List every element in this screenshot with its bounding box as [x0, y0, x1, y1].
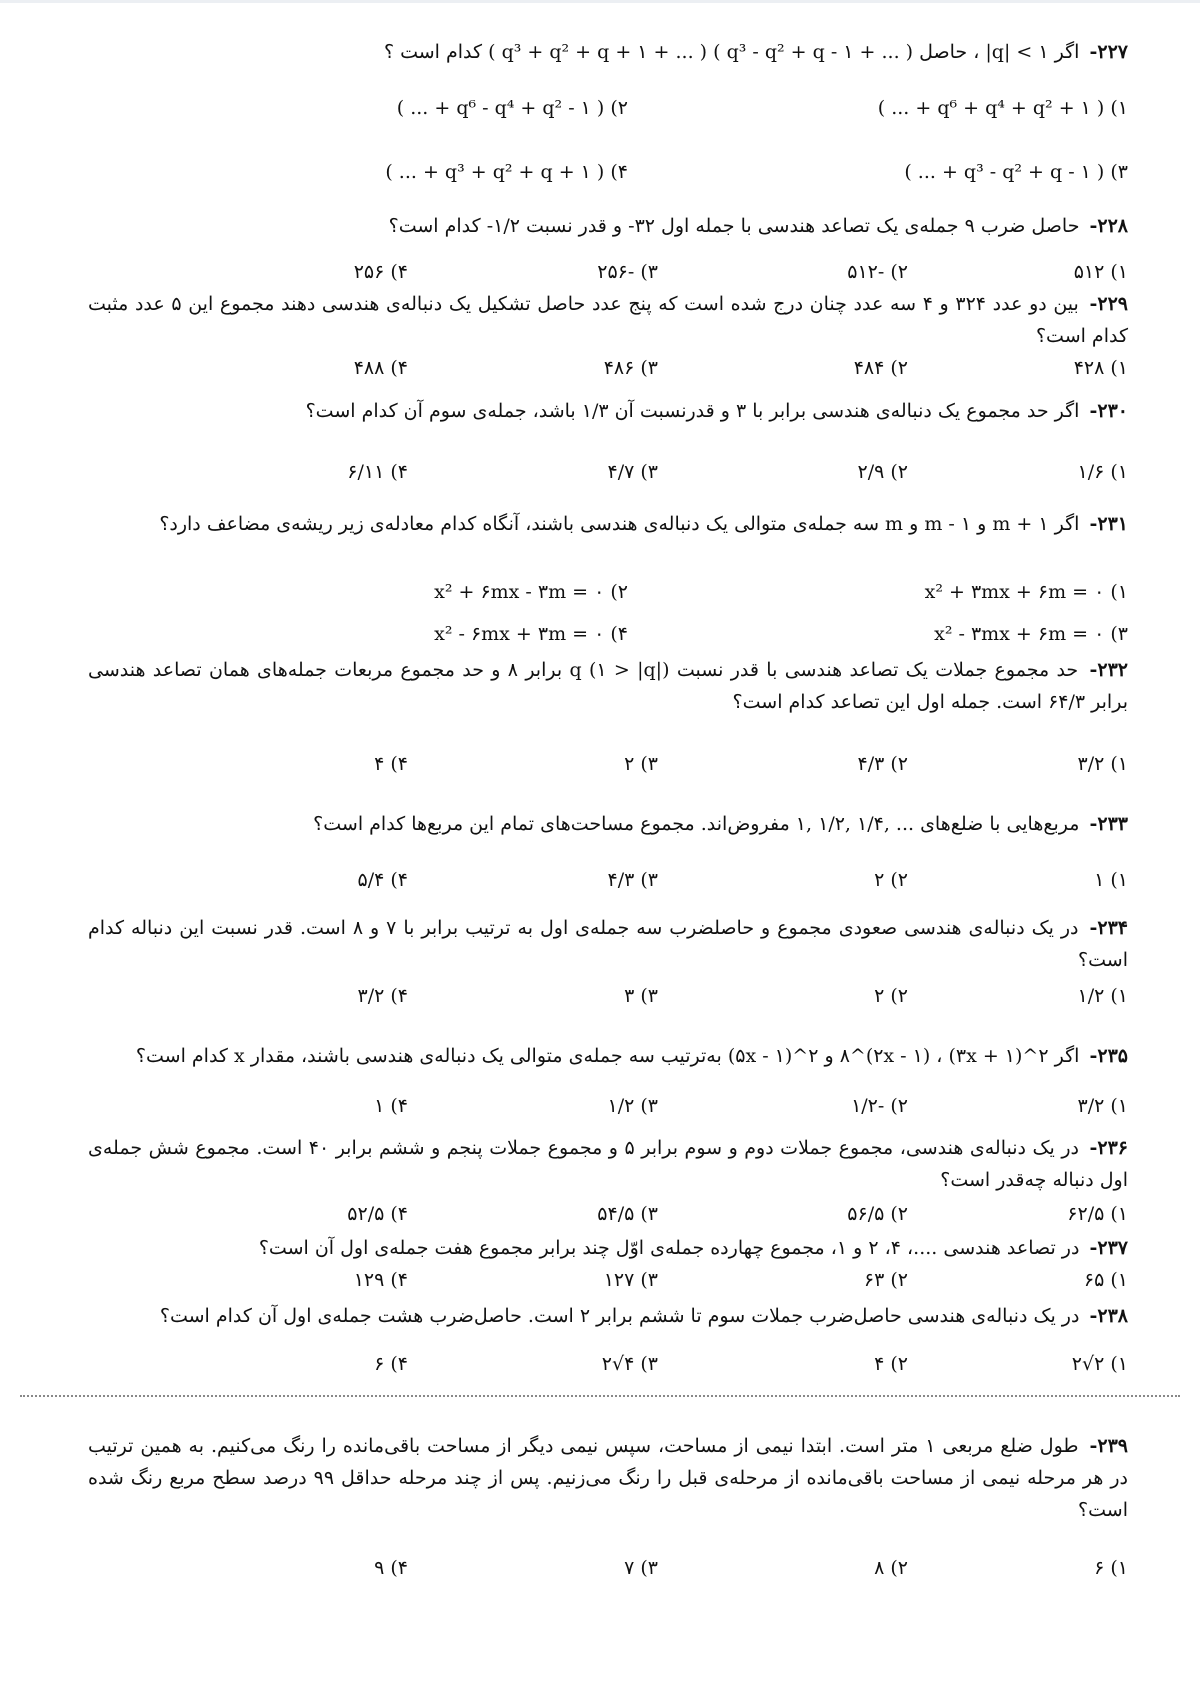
question-text: طول ضلع مربعی ۱ متر است. ابتدا نیمی از مساحت، سپس نیمی دیگر از مساحت باقی‌مانده را رنگ می‌کنیم. به همین ترتیب در هر مرحله نیمی از مساحت باقی‌مانده از مرحله‌ی قبل را رنگ می‌زنیم. پس از چند مرحله حداقل ۹۹ درصد سطح مربع رنگ شده است؟ [88, 1435, 1129, 1521]
options-237 [260, 1262, 1128, 1298]
question-229 [88, 288, 1128, 352]
question-239 [88, 1430, 1128, 1526]
option-3[interactable]: ۳) ۴/۳ [607, 869, 658, 891]
question-text: در یک دنباله‌ی هندسی، مجموع جملات دوم و سوم برابر ۵ و مجموع جملات پنجم و ششم برابر ۴۰ است. مجموع شش جمله‌ی اول دنباله چه‌قدر است؟ [88, 1137, 1128, 1191]
option-3[interactable]: ۳) ( ... + q³ - q² + q - ۱ ) [904, 161, 1128, 183]
option-1[interactable]: ۱) x² + ۳mx + ۶m = ۰ [924, 581, 1128, 603]
question-text: اگر ۲^(۳x + ۱) ، ۸^(۲x - ۱) و ۲^(۵x - ۱) به‌ترتیب سه جمله‌ی متوالی یک دنباله‌ی هندسی باشند، مقدار x کدام است؟ [135, 1045, 1080, 1067]
question-227 [88, 36, 1128, 68]
option-1[interactable]: ۱) ۶۵ [1083, 1269, 1128, 1291]
scan-edge [0, 0, 1200, 3]
option-3[interactable]: ۳) -۲۵۶ [597, 261, 658, 283]
option-4[interactable]: ۴) ۶ [374, 1353, 408, 1375]
question-236 [88, 1132, 1128, 1196]
question-number: ۲۳۱- [1089, 513, 1128, 535]
option-1[interactable]: ۱) ۲√۲ [1071, 1353, 1128, 1375]
options-227-b [260, 154, 1128, 190]
question-230 [88, 395, 1128, 427]
option-4[interactable]: ۴) ۱ [374, 1095, 408, 1117]
question-228 [88, 210, 1128, 242]
question-text: مربع‌هایی با ضلع‌های ... ,۱/۴ ,۱/۲ ,۱ مفروض‌اند. مجموع مساحت‌های تمام این مربع‌ها کدام است؟ [313, 813, 1080, 835]
question-number: ۲۲۹- [1089, 293, 1128, 315]
option-4[interactable]: ۴) ۹ [374, 1557, 408, 1579]
option-3[interactable]: ۳) x² - ۳mx + ۶m = ۰ [934, 623, 1128, 645]
option-4[interactable]: ۴) ۶/۱۱ [347, 461, 408, 483]
option-2[interactable]: ۲) ۴ [874, 1353, 908, 1375]
option-3[interactable]: ۳) ۲ [624, 753, 658, 775]
option-4[interactable]: ۴) ( ... + q³ + q² + q + ۱ ) [385, 161, 628, 183]
question-text: در تصاعد هندسی ....، ۴، ۲ و ۱، مجموع چهارده جمله‌ی اوّل چند برابر مجموع هفت جمله‌ی اول آن است؟ [258, 1237, 1080, 1259]
option-3[interactable]: ۳) ۱/۲ [607, 1095, 658, 1117]
question-text: بین دو عدد ۳۲۴ و ۴ سه عدد چنان درج شده است که پنج عدد حاصل تشکیل یک دنباله‌ی هندسی دهند مجموع این ۵ عدد مثبت کدام است؟ [88, 293, 1128, 347]
option-4[interactable]: ۴) ۳/۲ [357, 985, 408, 1007]
option-2[interactable]: ۲) ۸ [874, 1557, 908, 1579]
option-4[interactable]: ۴) ۵/۴ [357, 869, 408, 891]
options-231 [300, 574, 1128, 610]
question-number: ۲۳۳- [1089, 813, 1128, 835]
option-2[interactable]: ۲) ( ... + q⁶ - q⁴ + q² - ۱ ) [396, 97, 628, 119]
options-227 [260, 90, 1128, 126]
question-234 [88, 912, 1128, 976]
option-4[interactable]: ۴) x² - ۶mx + ۳m = ۰ [434, 623, 628, 645]
page-divider [20, 1395, 1180, 1397]
question-238 [88, 1300, 1128, 1332]
options-238 [260, 1346, 1128, 1382]
option-3[interactable]: ۳) ۳ [624, 985, 658, 1007]
option-1[interactable]: ۱) ۶۲/۵ [1067, 1203, 1128, 1225]
option-4[interactable]: ۴) ۱۲۹ [353, 1269, 408, 1291]
question-number: ۲۳۹- [1089, 1435, 1128, 1457]
question-237 [88, 1232, 1128, 1264]
options-232 [260, 746, 1128, 782]
option-2[interactable]: ۲) ۲/۹ [857, 461, 908, 483]
option-4[interactable]: ۴) ۴ [374, 753, 408, 775]
option-2[interactable]: ۲) ۲ [874, 985, 908, 1007]
question-number: ۲۲۸- [1089, 215, 1128, 237]
option-2[interactable]: ۲) ۴۸۴ [853, 357, 908, 379]
option-1[interactable]: ۱) ۱ [1094, 869, 1128, 891]
question-text: حاصل ضرب ۹ جمله‌ی یک تصاعد هندسی با جمله اول ۳۲- و قدر نسبت ۱/۲- کدام است؟ [388, 215, 1080, 237]
option-3[interactable]: ۳) ۴√۲ [601, 1353, 658, 1375]
option-2[interactable]: ۲) -۵۱۲ [847, 261, 908, 283]
question-number: ۲۳۶- [1089, 1137, 1129, 1159]
question-text: حد مجموع جملات یک تصاعد هندسی با قدر نسبت q (۱ > |q|) برابر ۸ و حد مجموع مربعات جمله‌های همان تصاعد هندسی برابر ۶۴/۳ است. جمله اول این تصاعد کدام است؟ [88, 659, 1128, 713]
option-2[interactable]: ۲) -۱/۲ [851, 1095, 908, 1117]
question-231 [88, 508, 1128, 540]
option-1[interactable]: ۱) ۵۱۲ [1073, 261, 1128, 283]
option-2[interactable]: ۲) ۵۶/۵ [847, 1203, 908, 1225]
question-number: ۲۳۷- [1089, 1237, 1128, 1259]
question-number: ۲۲۷- [1089, 41, 1128, 63]
option-2[interactable]: ۲) x² + ۶mx - ۳m = ۰ [434, 581, 628, 603]
options-228 [260, 254, 1128, 290]
option-3[interactable]: ۳) ۴۸۶ [603, 357, 658, 379]
question-number: ۲۳۴- [1089, 917, 1128, 939]
option-4[interactable]: ۴) ۲۵۶ [353, 261, 408, 283]
option-1[interactable]: ۱) ۶ [1094, 1557, 1128, 1579]
options-239 [260, 1550, 1128, 1586]
question-232 [88, 654, 1128, 718]
options-236 [260, 1196, 1128, 1232]
option-3[interactable]: ۳) ۱۲۷ [603, 1269, 658, 1291]
option-3[interactable]: ۳) ۴/۷ [607, 461, 658, 483]
options-231-b [300, 616, 1128, 652]
option-3[interactable]: ۳) ۵۴/۵ [597, 1203, 658, 1225]
question-text: اگر ۱ > |q| ، حاصل ( ... + q³ - q² + q - ۱ ) ( ... + q³ + q² + q + ۱ ) کدام است ؟ [383, 41, 1080, 63]
question-number: ۲۳۲- [1089, 659, 1129, 681]
option-2[interactable]: ۲) ۲ [874, 869, 908, 891]
options-234 [260, 978, 1128, 1014]
question-text: اگر m + ۱ و m - ۱ و m سه جمله‌ی متوالی یک دنباله‌ی هندسی باشند، آنگاه کدام معادله‌ی زیر ریشه‌ی مضاعف دارد؟ [159, 513, 1080, 535]
question-235 [88, 1040, 1128, 1072]
option-3[interactable]: ۳) ۷ [624, 1557, 658, 1579]
option-4[interactable]: ۴) ۵۲/۵ [347, 1203, 408, 1225]
option-1[interactable]: ۱) ۱/۲ [1077, 985, 1128, 1007]
options-235 [260, 1088, 1128, 1124]
option-1[interactable]: ۱) ۳/۲ [1077, 753, 1128, 775]
question-text: در یک دنباله‌ی هندسی صعودی مجموع و حاصلضرب سه جمله‌ی اول به ترتیب برابر با ۷ و ۸ است. قدر نسبت این دنباله کدام است؟ [88, 917, 1128, 971]
option-2[interactable]: ۲) ۴/۳ [857, 753, 908, 775]
option-2[interactable]: ۲) ۶۳ [863, 1269, 908, 1291]
option-1[interactable]: ۱) ( ... + q⁶ + q⁴ + q² + ۱ ) [877, 97, 1128, 119]
question-text: در یک دنباله‌ی هندسی حاصل‌ضرب جملات سوم تا ششم برابر ۲ است. حاصل‌ضرب هشت جمله‌ی اول آن کدام است؟ [159, 1305, 1080, 1327]
question-number: ۲۳۸- [1089, 1305, 1128, 1327]
options-229 [260, 350, 1128, 386]
question-text: اگر حد مجموع یک دنباله‌ی هندسی برابر با ۳ و قدرنسبت آن ۱/۳ باشد، جمله‌ی سوم آن کدام است؟ [305, 400, 1080, 422]
option-4[interactable]: ۴) ۴۸۸ [353, 357, 408, 379]
option-1[interactable]: ۱) ۴۲۸ [1073, 357, 1128, 379]
option-1[interactable]: ۱) ۱/۶ [1077, 461, 1128, 483]
option-1[interactable]: ۱) ۳/۲ [1077, 1095, 1128, 1117]
options-233 [260, 862, 1128, 898]
question-number: ۲۳۵- [1089, 1045, 1128, 1067]
question-233 [88, 808, 1128, 840]
options-230 [260, 454, 1128, 490]
question-number: ۲۳۰- [1089, 400, 1128, 422]
